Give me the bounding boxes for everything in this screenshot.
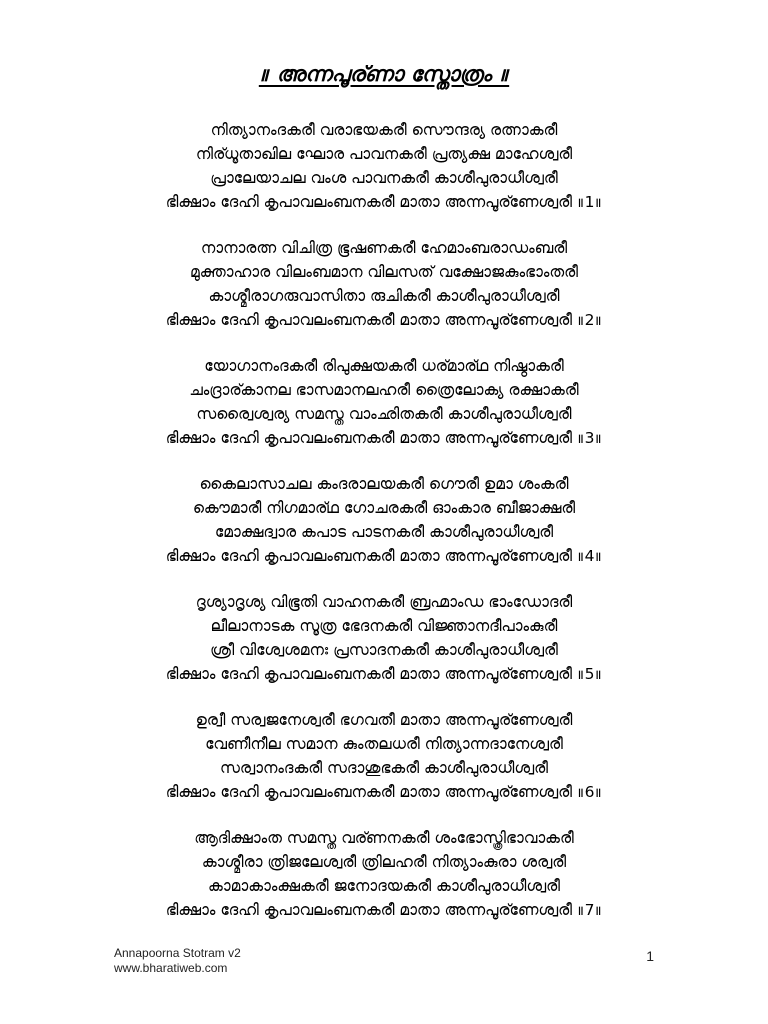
- verse-line: മോക്ഷദ്വാര കപാട പാടനകരീ കാശീപുരാധീശ്വരീ: [214, 523, 554, 541]
- verse-line: സര്വാനംദകരീ സദാശുഭകരീ കാശീപുരാധീശ്വരീ: [220, 759, 548, 777]
- verse-line: ചംദ്രാര്കാനല ഭാസമാനലഹരീ ത്രൈലോക്യ രക്ഷാകരീ: [189, 381, 579, 399]
- verse-line: ലീലാനാടക സൂത്ര ഭേദനകരീ വിജ്ഞാനദീപാംകുരീ: [210, 617, 558, 635]
- verse-line: ഉര്വീ സര്വജനേശ്വരീ ഭഗവതീ മാതാ അന്നപൂര്ണേശ്വരീ: [195, 711, 573, 729]
- verses-container: [0, 118, 768, 944]
- verse-line: ഭിക്ഷാം ദേഹി കൃപാവലംബനകരീ മാതാ അന്നപൂര്ണേശ്വരീ ॥5॥: [165, 665, 603, 683]
- verse-5: [0, 590, 768, 686]
- verse-line: ഭിക്ഷാം ദേഹി കൃപാവലംബനകരീ മാതാ അന്നപൂര്ണേശ്വരീ ॥3॥: [165, 429, 603, 447]
- verse-line: ശ്രീ വിശ്വേശമനഃ പ്രസാദനകരീ കാശീപുരാധീശ്വരീ: [210, 641, 558, 659]
- verse-6: [0, 708, 768, 804]
- verse-2: [0, 236, 768, 332]
- verse-line: വേണീനീല സമാന കുംതലധരീ നിത്യാന്നദാനേശ്വരീ: [205, 735, 563, 753]
- verse-line: കാശ്മീരാഗരുവാസിതാ രുചികരീ കാശീപുരാധീശ്വരീ: [208, 287, 560, 305]
- verse-line: നിത്യാനംദകരീ വരാഭയകരീ സൌന്ദര്യ രത്നാകരീ: [210, 121, 558, 139]
- verse-7: [0, 826, 768, 922]
- verse-line: പ്രാലേയാചല വംശ പാവനകരീ കാശീപുരാധീശ്വരീ: [210, 169, 558, 187]
- verse-line: ആദിക്ഷാംത സമസ്ത വര്ണനകരീ ശംഭോസ്ത്രിഭാവാകരീ: [194, 829, 574, 847]
- verse-line: ഭിക്ഷാം ദേഹി കൃപാവലംബനകരീ മാതാ അന്നപൂര്ണേശ്വരീ ॥2॥: [165, 311, 603, 329]
- verse-line: നിര്ധൂതാഖില ഘോര പാവനകരീ പ്രത്യക്ഷ മാഹേശ്വരീ: [195, 145, 573, 163]
- page-title: ॥ അന്നപൂര്ണാ സ്തോത്രം ॥: [258, 62, 510, 86]
- verse-line: മുക്താഹാര വിലംബമാന വിലസത് വക്ഷോജകുംഭാംതരീ: [189, 263, 579, 281]
- verse-3: [0, 354, 768, 450]
- verse-line: യോഗാനംദകരീ രിപുക്ഷയകരീ ധര്മാര്ഥ നിഷ്ഠാകരീ: [204, 357, 564, 375]
- document-name: Annapoorna Stotram v2: [114, 946, 241, 960]
- verse-line: കാമാകാംക്ഷകരീ ജനോദയകരീ കാശീപുരാധീശ്വരീ: [207, 877, 561, 895]
- verse-line: ഭിക്ഷാം ദേഹി കൃപാവലംബനകരീ മാതാ അന്നപൂര്ണേശ്വരീ ॥4॥: [165, 547, 603, 565]
- verse-line: കാശ്മീരാ ത്രിജലേശ്വരീ ത്രിലഹരീ നിത്യാംകുരാ ശര്വരീ: [201, 853, 567, 871]
- page-number: 1: [646, 948, 654, 964]
- verse-line: സര്വൈശ്വര്യ സമസ്ത വാംഛിതകരീ കാശീപുരാധീശ്വരീ: [196, 405, 572, 423]
- verse-line: നാനാരത്ന വിചിത്ര ഭൂഷണകരീ ഹേമാംബരാഡംബരീ: [200, 239, 568, 257]
- verse-line: ഭിക്ഷാം ദേഹി കൃപാവലംബനകരീ മാതാ അന്നപൂര്ണേശ്വരീ ॥7॥: [165, 901, 603, 919]
- verse-4: [0, 472, 768, 568]
- footer: [114, 946, 241, 976]
- verse-1: [0, 118, 768, 214]
- verse-line: ദൃശ്യാദൃശ്യ വിഭൂതി വാഹനകരീ ബ്രഹ്മാംഡ ഭാംഡോദരീ: [195, 593, 573, 611]
- verse-line: ഭിക്ഷാം ദേഹി കൃപാവലംബനകരീ മാതാ അന്നപൂര്ണേശ്വരീ ॥1॥: [165, 193, 603, 211]
- website-link[interactable]: www.bharatiweb.com: [114, 961, 228, 975]
- verse-line: കൈലാസാചല കംദരാലയകരീ ഗൌരീ ഉമാ ശംകരീ: [199, 475, 569, 493]
- verse-line: ഭിക്ഷാം ദേഹി കൃപാവലംബനകരീ മാതാ അന്നപൂര്ണേശ്വരീ ॥6॥: [165, 783, 603, 801]
- verse-line: കൌമാരീ നിഗമാര്ഥ ഗോചരകരീ ഓംകാര ബീജാക്ഷരീ: [192, 499, 576, 517]
